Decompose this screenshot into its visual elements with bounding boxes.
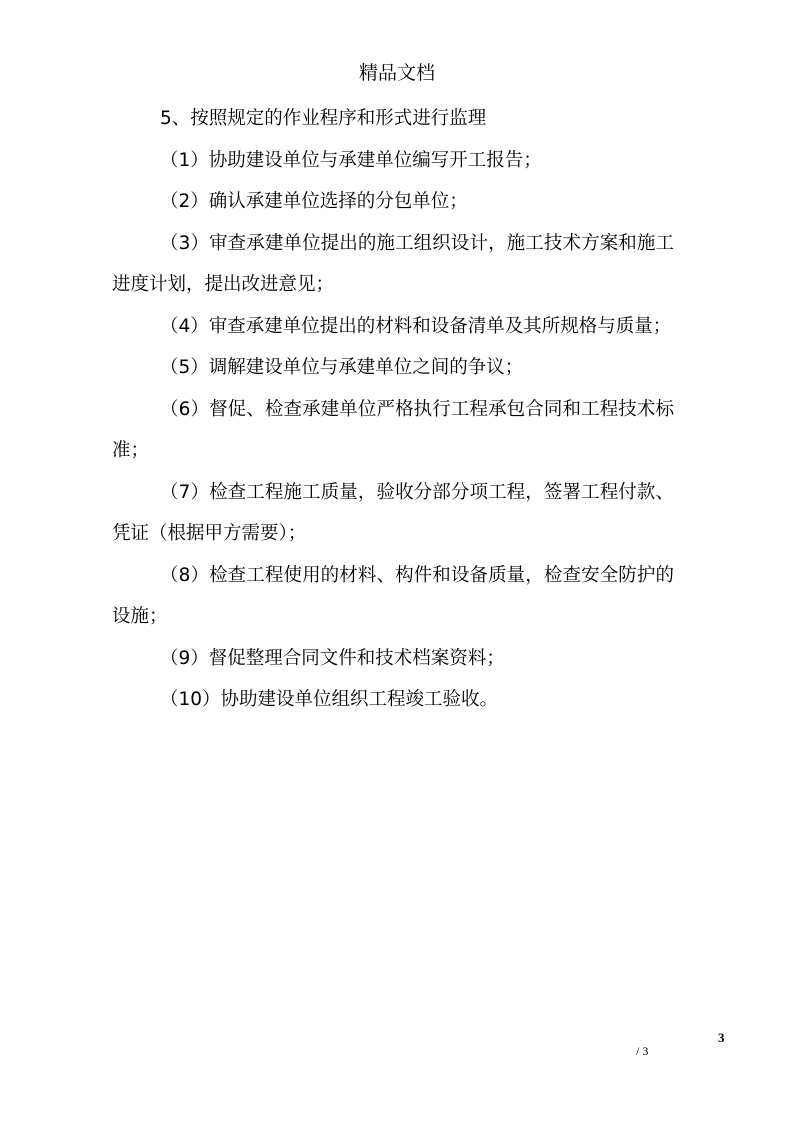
page-number: 3: [718, 1030, 725, 1045]
list-item-5: （5）调解建设单位与承建单位之间的争议；: [160, 357, 524, 378]
list-item-3: （3）审查承建单位提出的施工组织设计，施工技术方案和施工进度计划，提出改进意见；: [112, 232, 674, 295]
list-item-10: （10）协助建设单位组织工程竣工验收。: [160, 689, 499, 710]
list-item-6: （6）督促、检查承建单位严格执行工程承包合同和工程技术标准；: [112, 398, 674, 461]
section-heading: 5、按照规定的作业程序和形式进行监理: [160, 108, 487, 129]
list-item-4: （4）审查承建单位提出的材料和设备清单及其所规格与质量；: [160, 315, 672, 337]
list-item-9: （9）督促整理合同文件和技术档案资料；: [160, 647, 505, 669]
page-total: / 3: [636, 1044, 649, 1058]
list-item-2: （2）确认承建单位选择的分包单位；: [160, 191, 468, 212]
list-item-7: （7）检查工程施工质量，验收分部分项工程，签署工程付款、凭证（根据甲方需要）；: [112, 481, 674, 544]
list-item-8: （8）检查工程使用的材料、构件和设备质量，检查安全防护的设施；: [112, 564, 674, 627]
document-body: [112, 98, 674, 721]
document-header-title: 精品文档: [358, 62, 435, 84]
list-item-1: （1）协助建设单位与承建单位编写开工报告；: [160, 149, 542, 171]
